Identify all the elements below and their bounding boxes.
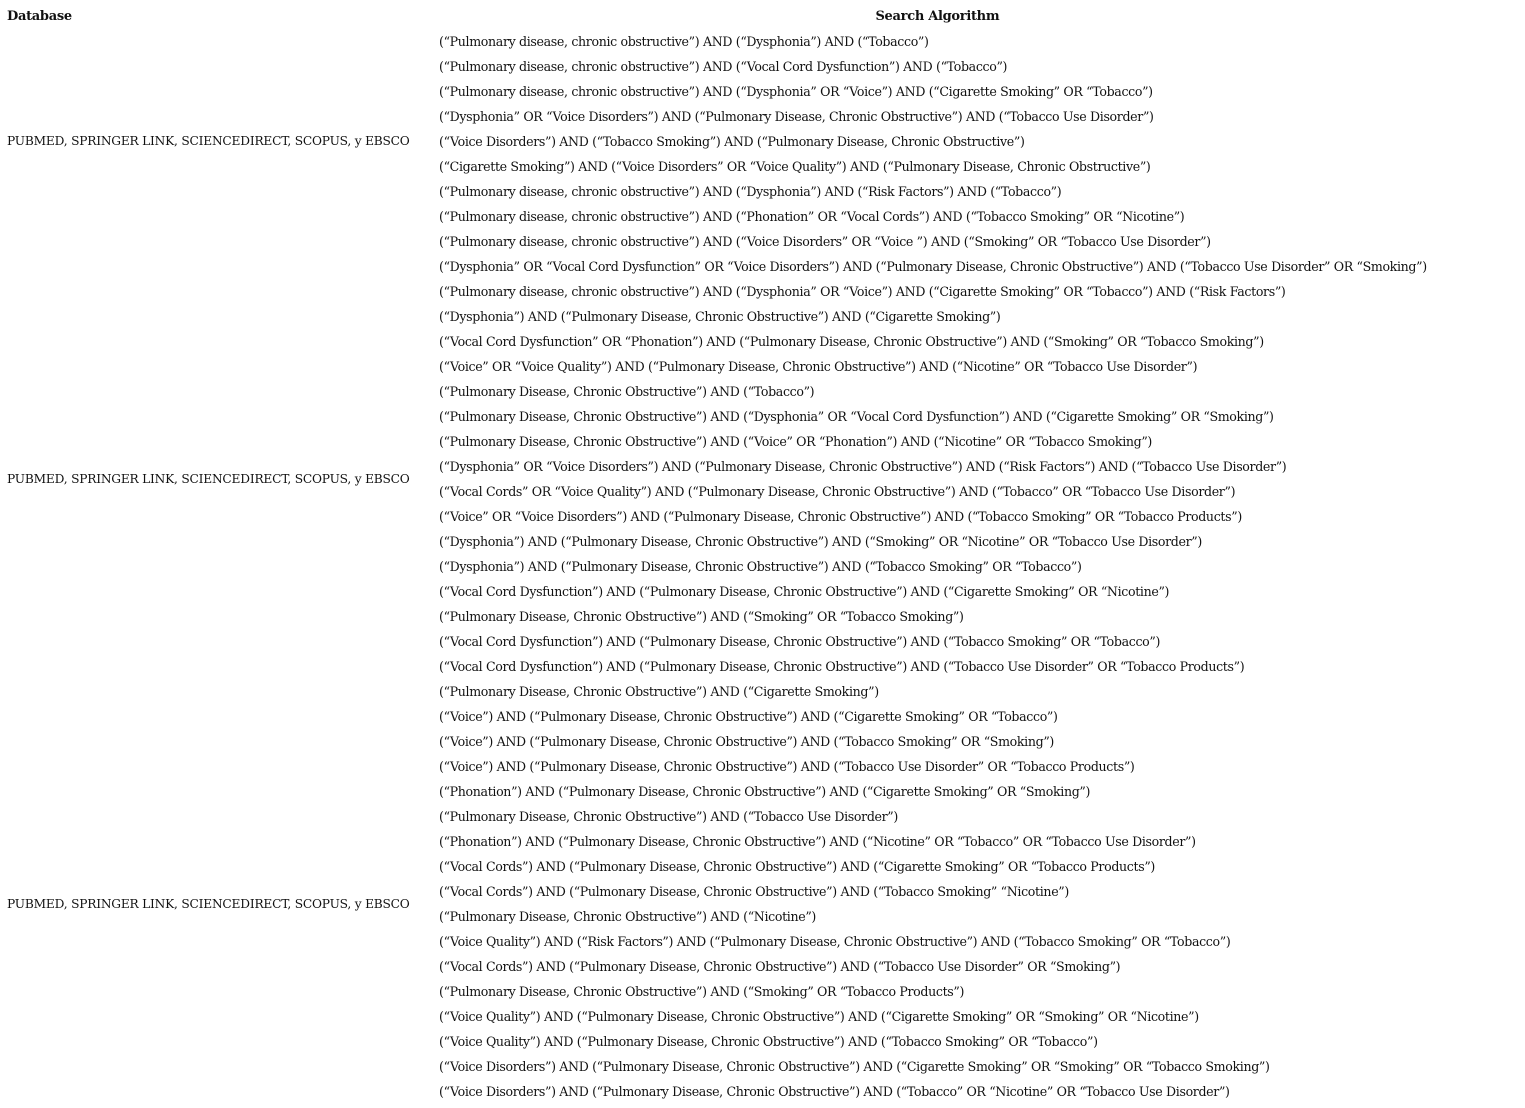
header-database: Database	[7, 9, 72, 24]
search-algorithm-cell: (“Voice Disorders”) AND (“Pulmonary Disease, Chronic Obstructive”) AND (“Tobacco” OR “Nicotine” OR “Tobacco Use Disorder”)	[439, 1084, 1230, 1099]
search-algorithm-cell: (“Voice Disorders”) AND (“Tobacco Smoking”) AND (“Pulmonary Disease, Chronic Obstructive”)	[439, 134, 1025, 149]
search-algorithm-cell: (“Dysphonia”) AND (“Pulmonary Disease, Chronic Obstructive”) AND (“Cigarette Smoking”)	[439, 309, 1001, 324]
search-algorithm-cell: (“Pulmonary Disease, Chronic Obstructive”) AND (“Smoking” OR “Tobacco Smoking”)	[439, 609, 964, 624]
search-algorithm-cell: (“Phonation”) AND (“Pulmonary Disease, Chronic Obstructive”) AND (“Cigarette Smoking” OR “Smoking”)	[439, 784, 1091, 799]
search-algorithm-cell: (“Vocal Cords”) AND (“Pulmonary Disease, Chronic Obstructive”) AND (“Tobacco Smoking” “Nicotine”)	[439, 884, 1069, 899]
search-algorithm-cell: (“Cigarette Smoking”) AND (“Voice Disorders” OR “Voice Quality”) AND (“Pulmonary Disease, Chronic Obstructive”)	[439, 159, 1151, 174]
table-row	[0, 254, 1433, 279]
search-algorithm-cell: (“Dysphonia” OR “Vocal Cord Dysfunction” OR “Voice Disorders”) AND (“Pulmonary Disease, Chronic Obstructive”) AND (“Tobacco Use Disorder” OR “Smoking”)	[439, 259, 1427, 274]
search-algorithm-cell: (“Pulmonary disease, chronic obstructive”) AND (“Dysphonia” OR “Voice”) AND (“Cigarette Smoking” OR “Tobacco”)	[439, 84, 1153, 99]
header-row	[0, 4, 1433, 29]
search-algorithm-cell: (“Pulmonary Disease, Chronic Obstructive”) AND (“Cigarette Smoking”)	[439, 684, 879, 699]
search-algorithm-cell: (“Voice”) AND (“Pulmonary Disease, Chronic Obstructive”) AND (“Tobacco Use Disorder” OR “Tobacco Products”)	[439, 759, 1135, 774]
search-algorithm-cell: (“Dysphonia” OR “Voice Disorders”) AND (“Pulmonary Disease, Chronic Obstructive”) AND (“Risk Factors”) AND (“Tobacco Use Disorder”)	[439, 459, 1287, 474]
search-algorithm-cell: (“Pulmonary Disease, Chronic Obstructive”) AND (“Tobacco Use Disorder”)	[439, 809, 898, 824]
search-algorithm-cell: (“Vocal Cord Dysfunction”) AND (“Pulmonary Disease, Chronic Obstructive”) AND (“Tobacco Use Disorder” OR “Tobacco Products”)	[439, 659, 1245, 674]
search-algorithm-cell: (“Pulmonary Disease, Chronic Obstructive”) AND (“Dysphonia” OR “Vocal Cord Dysfunction”) AND (“Cigarette Smoking” OR “Smoking”)	[439, 409, 1274, 424]
search-strategy-table	[0, 4, 1433, 1104]
table-row	[0, 704, 1433, 729]
search-algorithm-cell: (“Dysphonia”) AND (“Pulmonary Disease, Chronic Obstructive”) AND (“Tobacco Smoking” OR “Tobacco”)	[439, 559, 1082, 574]
database-cell: PUBMED, SPRINGER LINK, SCIENCEDIRECT, SCOPUS, y EBSCO	[7, 896, 410, 911]
search-algorithm-cell: (“Voice”) AND (“Pulmonary Disease, Chronic Obstructive”) AND (“Cigarette Smoking” OR “Tobacco”)	[439, 709, 1058, 724]
header-search-algorithm: Search Algorithm	[875, 9, 1000, 24]
search-algorithm-cell: (“Vocal Cords”) AND (“Pulmonary Disease, Chronic Obstructive”) AND (“Cigarette Smoking” OR “Tobacco Products”)	[439, 859, 1155, 874]
search-algorithm-cell: (“Pulmonary disease, chronic obstructive”) AND (“Voice Disorders” OR “Voice ”) AND (“Smoking” OR “Tobacco Use Disorder”)	[439, 234, 1211, 249]
search-algorithm-cell: (“Dysphonia”) AND (“Pulmonary Disease, Chronic Obstructive”) AND (“Smoking” OR “Nicotine” OR “Tobacco Use Disorder”)	[439, 534, 1202, 549]
search-algorithm-cell: (“Voice Disorders”) AND (“Pulmonary Disease, Chronic Obstructive”) AND (“Cigarette Smoking” OR “Smoking” OR “Tobacco Smoking”)	[439, 1059, 1270, 1074]
database-cell: PUBMED, SPRINGER LINK, SCIENCEDIRECT, SCOPUS, y EBSCO	[7, 471, 410, 486]
search-algorithm-cell: (“Voice Quality”) AND (“Pulmonary Disease, Chronic Obstructive”) AND (“Tobacco Smoking” OR “Tobacco”)	[439, 1034, 1098, 1049]
table-body	[0, 29, 1433, 1104]
search-algorithm-cell: (“Dysphonia” OR “Voice Disorders”) AND (“Pulmonary Disease, Chronic Obstructive”) AND (“Tobacco Use Disorder”)	[439, 109, 1154, 124]
table-header	[0, 4, 1433, 29]
search-algorithm-cell: (“Pulmonary disease, chronic obstructive”) AND (“Phonation” OR “Vocal Cords”) AND (“Tobacco Smoking” OR “Nicotine”)	[439, 209, 1185, 224]
search-algorithm-cell: (“Voice Quality”) AND (“Pulmonary Disease, Chronic Obstructive”) AND (“Cigarette Smoking” OR “Smoking” OR “Nicotine”)	[439, 1009, 1199, 1024]
search-algorithm-cell: (“Pulmonary Disease, Chronic Obstructive”) AND (“Smoking” OR “Tobacco Products”)	[439, 984, 965, 999]
search-algorithm-cell: (“Vocal Cords” OR “Voice Quality”) AND (“Pulmonary Disease, Chronic Obstructive”) AND (“Tobacco” OR “Tobacco Use Disorder”)	[439, 484, 1236, 499]
search-algorithm-cell: (“Phonation”) AND (“Pulmonary Disease, Chronic Obstructive”) AND (“Nicotine” OR “Tobacco” OR “Tobacco Use Disorder”)	[439, 834, 1196, 849]
search-algorithm-cell: (“Vocal Cords”) AND (“Pulmonary Disease, Chronic Obstructive”) AND (“Tobacco Use Disorder” OR “Smoking”)	[439, 959, 1121, 974]
database-cell: PUBMED, SPRINGER LINK, SCIENCEDIRECT, SCOPUS, y EBSCO	[7, 134, 410, 148]
search-algorithm-cell: (“Pulmonary disease, chronic obstructive”) AND (“Dysphonia”) AND (“Risk Factors”) AND (“Tobacco”)	[439, 184, 1062, 199]
search-algorithm-cell: (“Pulmonary disease, chronic obstructive”) AND (“Dysphonia”) AND (“Tobacco”)	[439, 34, 929, 49]
search-algorithm-cell: (“Pulmonary Disease, Chronic Obstructive”) AND (“Voice” OR “Phonation”) AND (“Nicotine” OR “Tobacco Smoking”)	[439, 434, 1152, 449]
search-algorithm-cell: (“Pulmonary disease, chronic obstructive”) AND (“Vocal Cord Dysfunction”) AND (“Tobacco”)	[439, 59, 1008, 74]
search-algorithm-cell: (“Pulmonary Disease, Chronic Obstructive”) AND (“Tobacco”)	[439, 384, 815, 399]
search-algorithm-cell: (“Vocal Cord Dysfunction” OR “Phonation”) AND (“Pulmonary Disease, Chronic Obstructive”) AND (“Smoking” OR “Tobacco Smoking”)	[439, 334, 1264, 349]
search-algorithm-cell: (“Voice” OR “Voice Quality”) AND (“Pulmonary Disease, Chronic Obstructive”) AND (“Nicotine” OR “Tobacco Use Disorder”)	[439, 359, 1198, 374]
search-algorithm-cell: (“Voice”) AND (“Pulmonary Disease, Chronic Obstructive”) AND (“Tobacco Smoking” OR “Smoking”)	[439, 734, 1054, 749]
search-algorithm-cell: (“Pulmonary Disease, Chronic Obstructive”) AND (“Nicotine”)	[439, 909, 816, 924]
search-algorithm-cell: (“Pulmonary disease, chronic obstructive”) AND (“Dysphonia” OR “Voice”) AND (“Cigarette Smoking” OR “Tobacco”) AND (“Risk Factors”)	[439, 284, 1286, 299]
table-row	[0, 29, 1433, 54]
search-algorithm-cell: (“Voice” OR “Voice Disorders”) AND (“Pulmonary Disease, Chronic Obstructive”) AND (“Tobacco Smoking” OR “Tobacco Products”)	[439, 509, 1242, 524]
search-algorithm-cell: (“Vocal Cord Dysfunction”) AND (“Pulmonary Disease, Chronic Obstructive”) AND (“Cigarette Smoking” OR “Nicotine”)	[439, 584, 1170, 599]
search-algorithm-cell: (“Vocal Cord Dysfunction”) AND (“Pulmonary Disease, Chronic Obstructive”) AND (“Tobacco Smoking” OR “Tobacco”)	[439, 634, 1161, 649]
search-algorithm-cell: (“Voice Quality”) AND (“Risk Factors”) AND (“Pulmonary Disease, Chronic Obstructive”) AND (“Tobacco Smoking” OR “Tobacco”)	[439, 934, 1231, 949]
